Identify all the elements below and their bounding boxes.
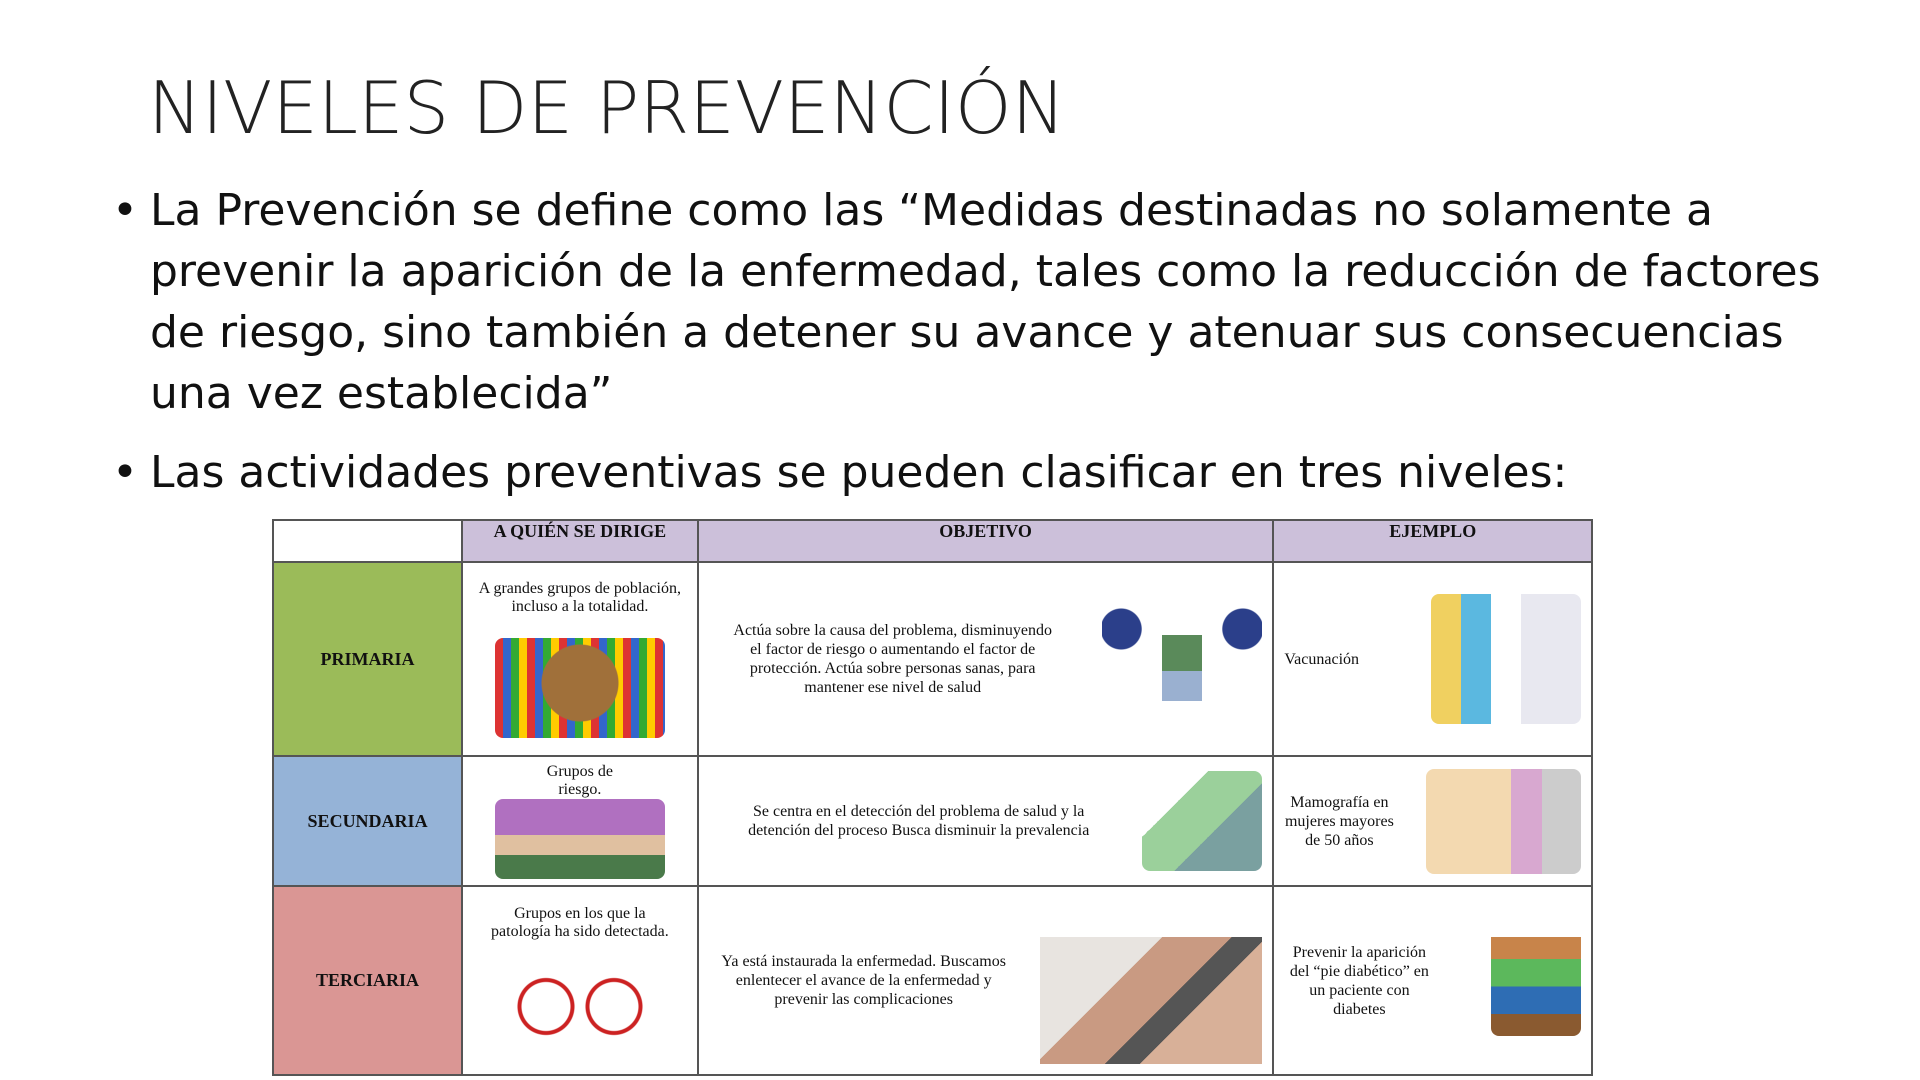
header-target: A QUIÉN SE DIRIGE: [462, 520, 698, 562]
target-cell: [462, 886, 698, 1075]
header-blank: [273, 520, 462, 562]
objective-cell: [698, 886, 1274, 1075]
doctor-xray-image: [1142, 771, 1262, 871]
table-row: [273, 886, 1592, 1075]
table-header-row: [273, 520, 1592, 562]
bullet-definition: • La Prevención se define como las “Medidas destinadas no solamente a prevenir la aparición de la enfermedad, tales como la reducción de factores de riesgo, sino también a detener su avance y atenuar sus consecuencias una vez establecida”: [110, 180, 1830, 424]
table-row: [273, 562, 1592, 756]
diabetic-foot-image: [1491, 926, 1581, 1036]
objective-cell: [698, 756, 1274, 886]
objective-text: Se centra en el detección del problema de salud y la detención del proceso Busca disminuir la prevalencia: [748, 803, 1090, 839]
level-secundaria: SECUNDARIA: [273, 756, 462, 886]
bullet-list: [110, 180, 1830, 521]
example-text: Prevenir la aparición del “pie diabético” en un paciente con diabetes: [1289, 943, 1429, 1018]
target-text: Grupos de riesgo.: [546, 763, 613, 798]
prevention-levels-table: [272, 519, 1593, 1076]
header-objective: OBJETIVO: [698, 520, 1274, 562]
table-row: [273, 756, 1592, 886]
target-text: A grandes grupos de población, incluso a la totalidad.: [478, 580, 681, 615]
weightlifter-image: [1102, 599, 1262, 719]
slide-title: NIVELES DE PREVENCIÓN: [148, 66, 1066, 150]
level-primaria: PRIMARIA: [273, 562, 462, 756]
level-terciaria: TERCIARIA: [273, 886, 462, 1075]
objective-cell: [698, 562, 1274, 756]
target-cell: [462, 756, 698, 886]
globe-people-image: [495, 638, 665, 738]
example-cell: [1273, 562, 1592, 756]
mammography-image: [1426, 769, 1581, 874]
running-hearts-image: [495, 966, 665, 1056]
vaccination-image: [1431, 594, 1581, 724]
bullet-levels: • Las actividades preventivas se pueden clasificar en tres niveles:: [110, 442, 1830, 503]
risk-group-image: [495, 799, 665, 879]
example-cell: [1273, 886, 1592, 1075]
objective-text: Actúa sobre la causa del problema, disminuyendo el factor de riesgo o aumentando el factor de protección. Actúa sobre personas sanas, para mantener ese nivel de salud: [733, 622, 1052, 696]
target-text: Grupos en los que la patología ha sido detectada.: [491, 905, 669, 941]
example-text: Vacunación: [1284, 650, 1360, 668]
target-cell: [462, 562, 698, 756]
header-example: EJEMPLO: [1273, 520, 1592, 562]
objective-text: Ya está instaurada la enfermedad. Buscamos enlentecer el avance de la enfermedad y prevenir las complicaciones: [721, 953, 1006, 1008]
example-text: Mamografía en mujeres mayores de 50 años: [1284, 793, 1394, 849]
glucose-meter-image: [1040, 937, 1262, 1064]
example-cell: [1273, 756, 1592, 886]
